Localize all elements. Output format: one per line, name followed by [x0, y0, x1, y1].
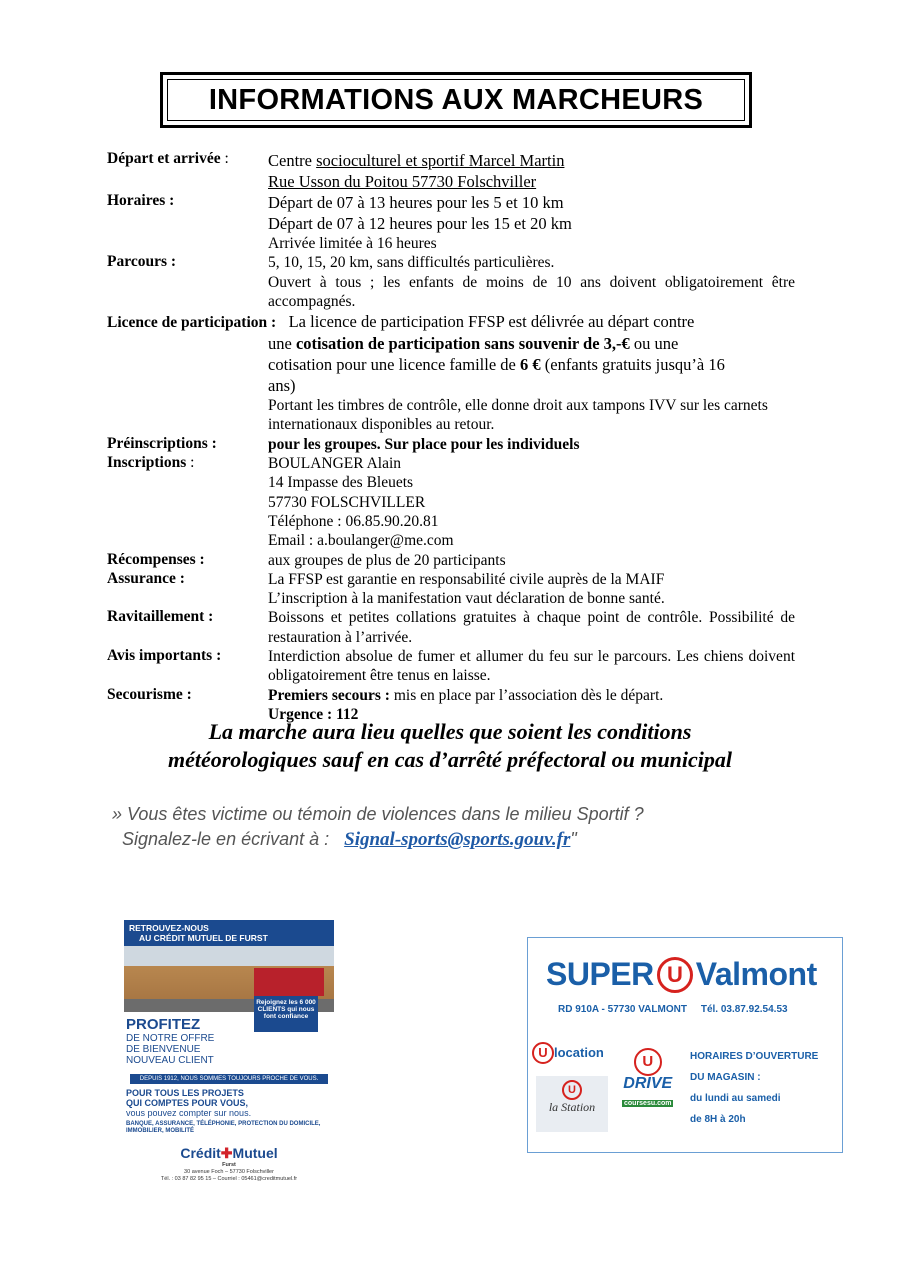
- star-icon: ✚: [220, 1145, 233, 1161]
- signal-sports-email-link[interactable]: Signal-sports@sports.gouv.fr: [344, 829, 571, 850]
- row-licence: Licence de participation : La licence de participation FFSP est délivrée au départ contre une cotisation de participation sans souvenir de 3,-€ ou une cotisation pour une licence famille de 6 € (enfants gratuits jusqu’à 16 ans) Portant les timbres de contrôle, elle donne droit aux tampons IVV sur les carnets internationaux disponibles au retour.: [107, 312, 768, 434]
- weather-notice: La marche aura lieu quelles que soient les conditions météorologiques sauf en cas d’arrêté préfectoral ou municipal: [167, 719, 733, 772]
- cm-header: RETROUVEZ-NOUS AU CRÉDIT MUTUEL DE FURST: [124, 920, 334, 946]
- violence-notice: » Vous êtes victime ou témoin de violences dans le milieu Sportif ? Signalez-le en écrivant à : Signal-sports@sports.gouv.fr": [112, 804, 644, 850]
- opening-hours: HORAIRES D’OUVERTURE DU MAGASIN : du lundi au samedi de 8H à 20h: [690, 1051, 819, 1125]
- label-parcours: Parcours :: [107, 253, 177, 271]
- cm-join-badge: Rejoignez les 6 000 CLIENTS qui nous font confiance: [254, 996, 318, 1032]
- page-title: INFORMATIONS AUX MARCHEURS: [167, 79, 745, 121]
- label-avis: Avis importants :: [107, 647, 222, 665]
- row-secourisme: Secourisme : Premiers secours : mis en place par l’association dès le départ. Urgence : 112: [107, 686, 795, 725]
- u-location-logo: U location: [532, 1042, 604, 1064]
- info-section: [107, 150, 795, 724]
- label-depart: Départ et arrivée: [107, 150, 221, 167]
- super-u-address: RD 910A - 57730 VALMONT Tél. 03.87.92.54.53: [558, 1004, 788, 1015]
- row-parcours: Parcours : 5, 10, 15, 20 km, sans difficultés particulières. Ouvert à tous ; les enfants de moins de 10 ans doivent obligatoirement être accompagnés.: [107, 253, 795, 310]
- label-secourisme: Secourisme :: [107, 685, 192, 703]
- credit-mutuel-ad: RETROUVEZ-NOUS AU CRÉDIT MUTUEL DE FURST Rejoignez les 6 000 CLIENTS qui nous font confiance PROFITEZ DE NOTRE OFFRE DE BIENVENUE NOUVEAU CLIENT DEPUIS 1912, NOUS SOMMES TOUJOURS PROCHE DE VOUS. POUR TOUS LES PROJETS QUI COMPTES POUR VOUS, vous pouvez compter sur nous. BANQUE, ASSURANCE, TÉLÉPHONIE, PROTECTION DU DOMICILE, IMMOBILIER, MOBILITÉ Crédit✚Mutuel Furst 30 avenue Foch – 57730 Folschviller Tél. : 03 87 82 95 15 – Courriel : 05461@creditmutuel.fr: [124, 920, 334, 1202]
- contact-email: Email : a.boulanger@me.com: [268, 532, 454, 550]
- label-preinscriptions: Préinscriptions :: [107, 434, 217, 452]
- row-recompenses: Récompenses : aux groupes de plus de 20 participants: [107, 550, 506, 569]
- label-inscriptions: Inscriptions: [107, 454, 187, 472]
- u-drive-logo: U DRIVE coursesu.com: [622, 1048, 673, 1110]
- la-station-logo: U la Station: [536, 1076, 608, 1132]
- credit-mutuel-logo: Crédit✚Mutuel: [180, 1145, 278, 1161]
- label-horaires: Horaires :: [107, 192, 175, 209]
- label-recompenses: Récompenses :: [107, 550, 205, 568]
- row-inscriptions: Inscriptions : BOULANGER Alain 14 Impasse des Bleuets 57730 FOLSCHVILLER Téléphone : 06.85.90.20.81 Email : a.boulanger@me.com: [107, 454, 795, 550]
- row-depart: Départ et arrivée : Centre socioculturel et sportif Marcel Martin Rue Usson du Poitou 57730 Folschviller: [107, 150, 795, 192]
- urgence-number: Urgence : 112: [268, 705, 359, 723]
- super-u-ad: [527, 937, 843, 1153]
- row-assurance: Assurance : La FFSP est garantie en responsabilité civile auprès de la MAIF L’inscription à la manifestation vaut déclaration de bonne santé.: [107, 569, 665, 608]
- row-preinscriptions: Préinscriptions : pour les groupes. Sur place pour les individuels: [107, 434, 580, 453]
- venue-address: Rue Usson du Poitou 57730 Folschviller: [268, 172, 537, 191]
- row-avis: Avis importants : Interdiction absolue de fumer et allumer du feu sur le parcours. Les chiens doivent obligatoirement être tenus en laisse.: [107, 647, 795, 685]
- super-u-logo: SUPER U Valmont: [546, 956, 817, 992]
- row-ravitaillement: Ravitaillement : Boissons et petites collations gratuites à chaque point de contrôle. Possibilité de restauration à l’arrivée.: [107, 608, 795, 646]
- row-horaires: Horaires : Départ de 07 à 13 heures pour les 5 et 10 km Départ de 07 à 12 heures pour les 15 et 20 km Arrivée limitée à 16 heures: [107, 192, 572, 252]
- title-box: [160, 72, 752, 128]
- label-ravitaillement: Ravitaillement :: [107, 608, 214, 626]
- label-assurance: Assurance :: [107, 569, 185, 587]
- label-licence: Licence de participation: [107, 314, 268, 332]
- venue-name: socioculturel et sportif Marcel Martin: [316, 151, 565, 170]
